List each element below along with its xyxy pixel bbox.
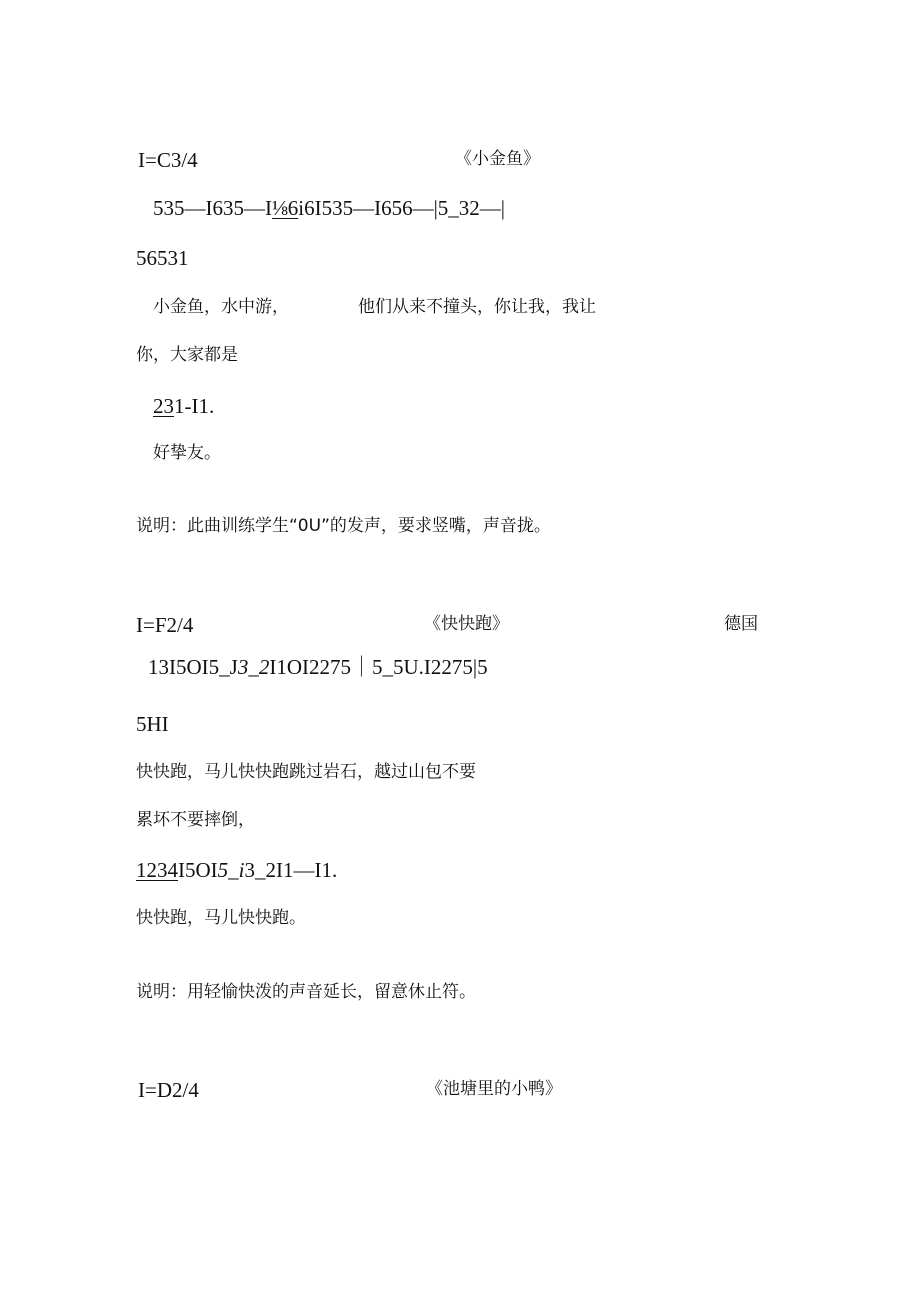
song2-lyric-line3: 快快跑，马儿快快跑。 (136, 908, 306, 928)
notation-segment-underlined: ⅛6 (272, 196, 299, 220)
notation-segment: 535—I635—I (153, 196, 272, 220)
song1-notation-line2: 56531 (136, 246, 189, 270)
song3-key: I=D2/4 (138, 1078, 199, 1102)
song2-note: 说明：用轻愉快泼的声音延长，留意休止符。 (136, 982, 476, 1002)
notation-segment: I5OI (178, 858, 218, 882)
song1-lyric-line1a: 小金鱼，水中游， (153, 297, 289, 317)
song1-key: I=C3/4 (138, 148, 198, 172)
notation-segment-underlined: 1234 (136, 858, 178, 882)
song3-title: 《池塘里的小鸭》 (426, 1079, 562, 1099)
notation-segment-underlined: 23 (153, 394, 174, 418)
song1-lyric-line1b: 他们从来不撞头，你让我，我让 (358, 297, 596, 317)
notation-segment: 1-I1. (174, 394, 215, 418)
song2-notation-line2: 5HI (136, 712, 169, 736)
song2-key: I=F2/4 (136, 613, 194, 637)
song2-notation-line3 (136, 860, 337, 881)
song1-lyric-line2: 你，大家都是 (136, 345, 238, 365)
notation-segment: I1OI2275｜5_5U.I2275|5 (269, 655, 488, 679)
song2-origin: 德国 (724, 614, 758, 634)
notation-segment: 13I5OI5_J (148, 655, 238, 679)
song2-title: 《快快跑》 (424, 614, 509, 634)
notation-segment: i6I535—I656—|5_32—| (298, 196, 505, 220)
song2-lyric-line2: 累坏不要摔倒， (136, 810, 255, 830)
notation-segment: 3_2I1—I1. (244, 858, 338, 882)
song2-notation-line1 (148, 657, 488, 678)
notation-segment-italic: 3_2 (237, 655, 270, 679)
song1-notation-line3 (153, 396, 214, 417)
notation-segment-italic: 5_i (217, 858, 245, 882)
song2-lyric-line1: 快快跑，马儿快快跑跳过岩石，越过山包不要 (136, 762, 476, 782)
song1-note: 说明：此曲训练学生“0U”的发声，要求竖嘴，声音拢。 (136, 516, 551, 536)
song1-lyric-line3: 好挚友。 (153, 443, 221, 463)
song1-notation-line1 (153, 198, 505, 219)
song1-title: 《小金鱼》 (455, 149, 540, 169)
